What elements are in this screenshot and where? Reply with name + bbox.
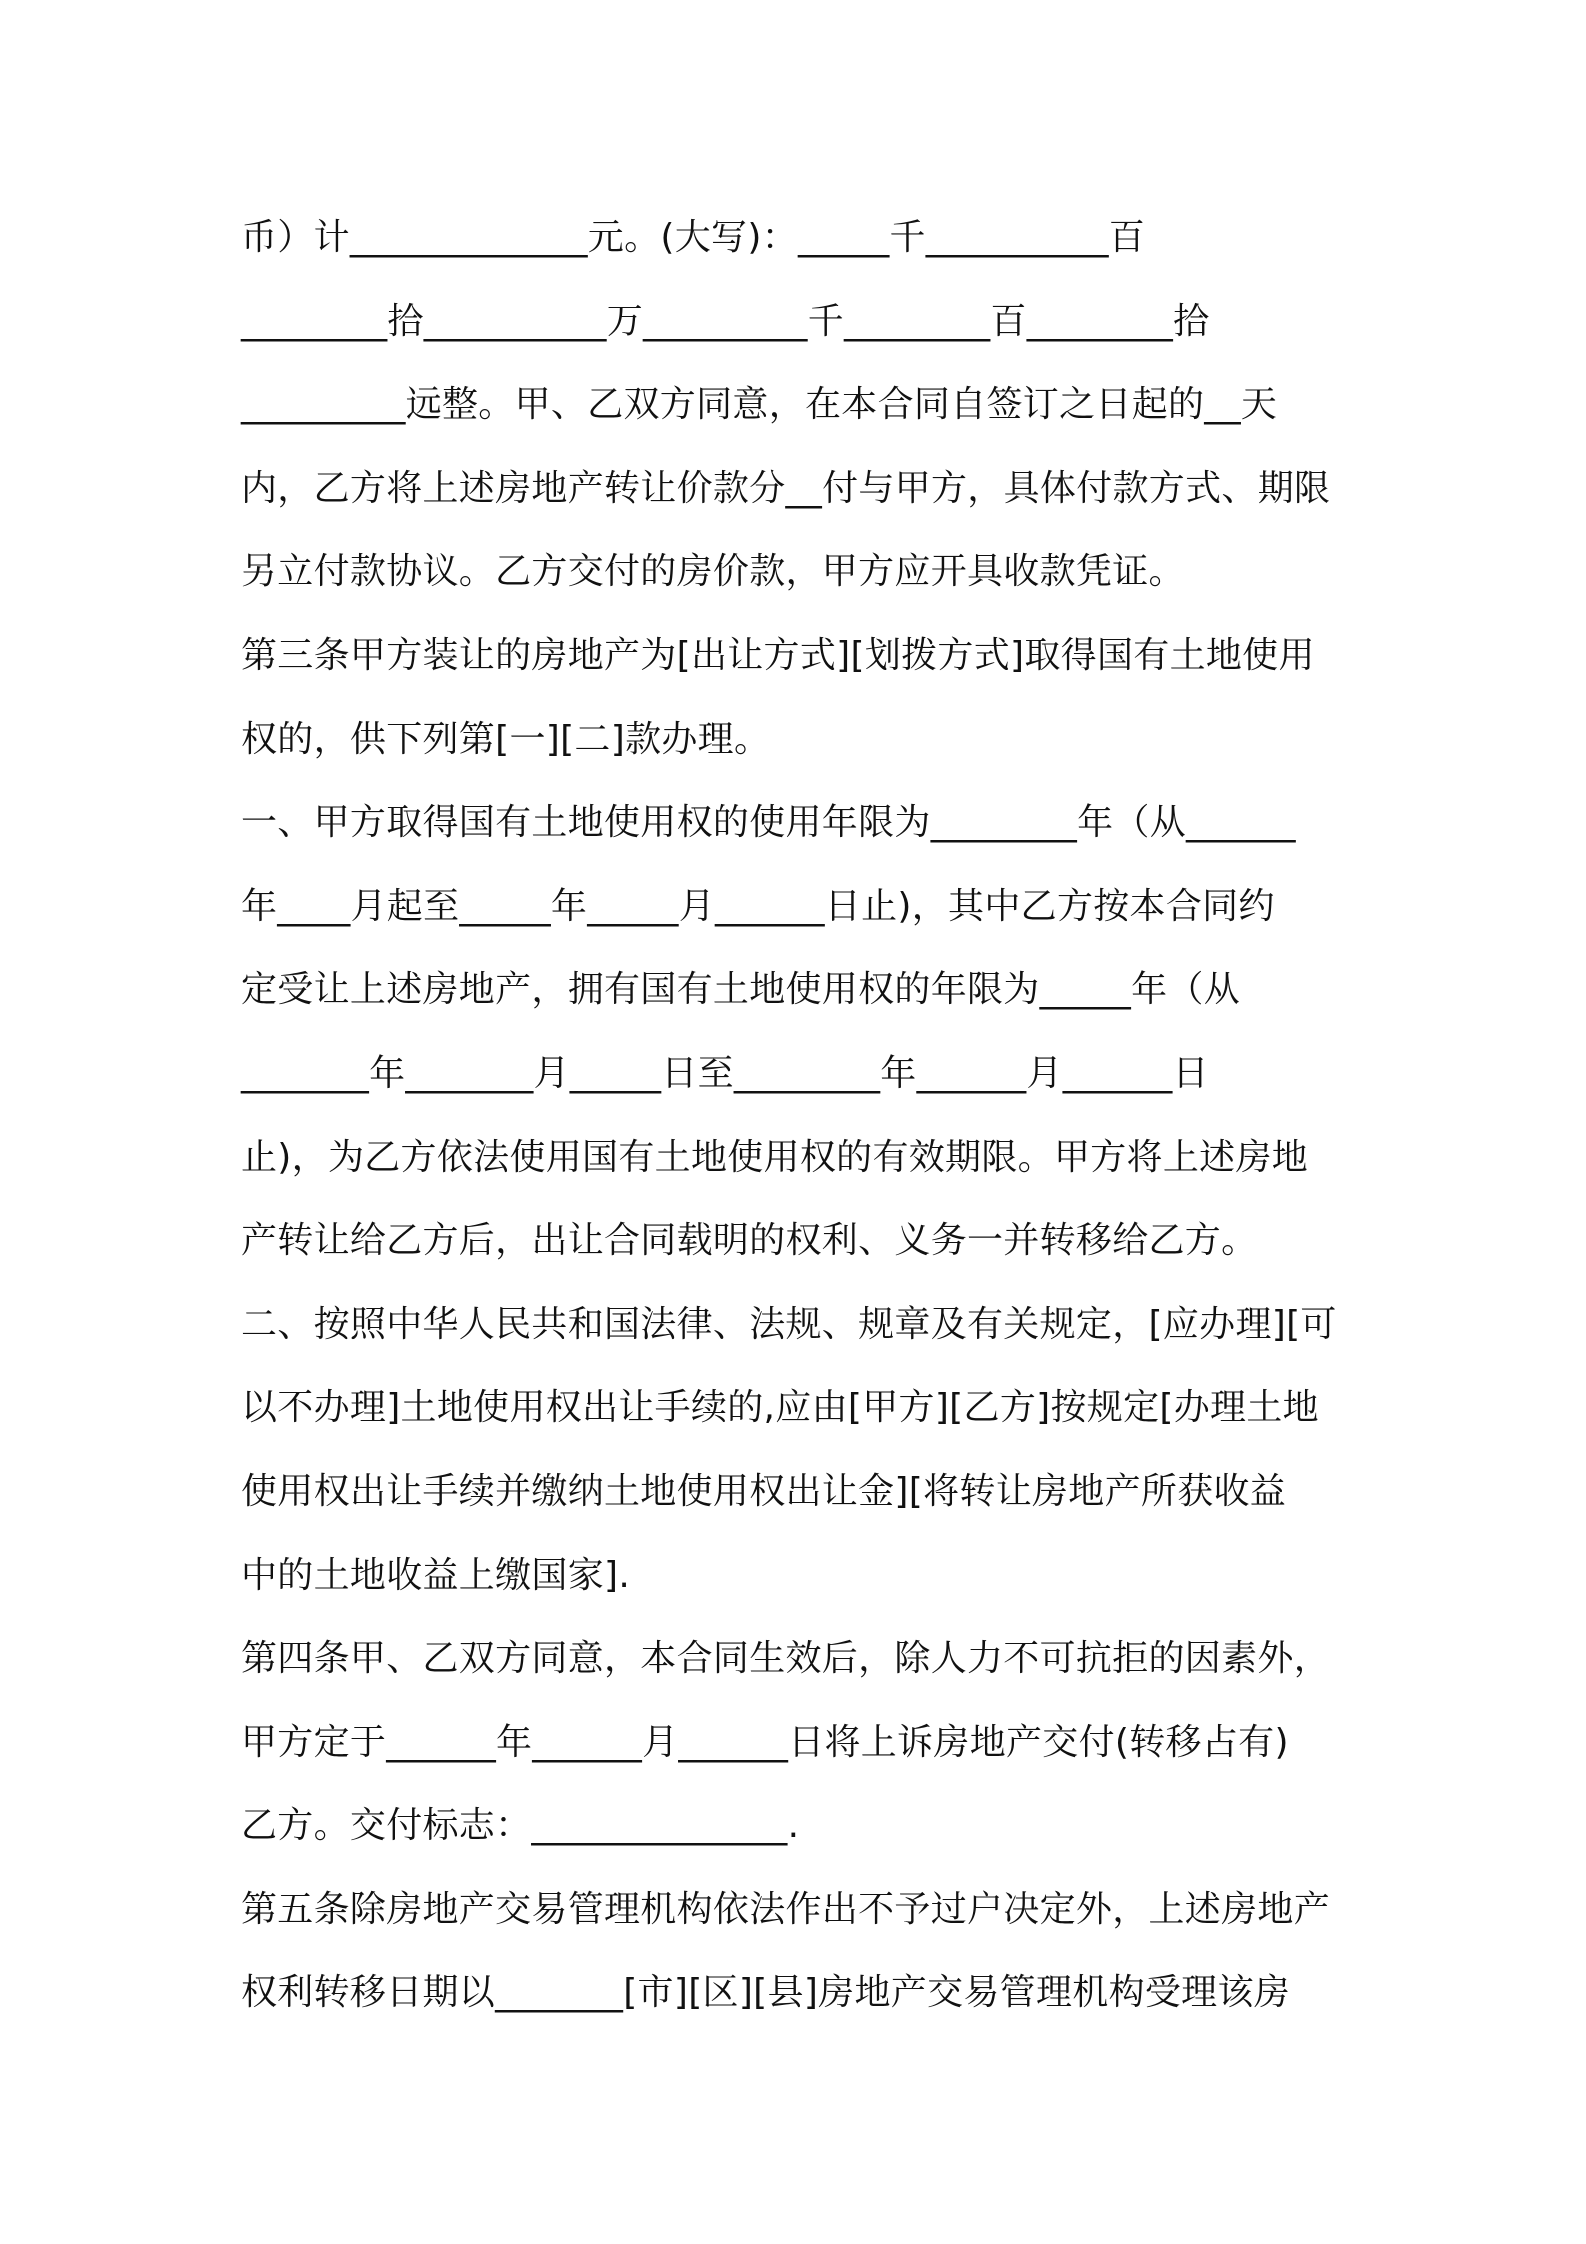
text-line: 另立付款协议。乙方交付的房价款，甲方应开具收款凭证。	[241, 551, 1185, 593]
text-line: 定受让上述房地产，拥有国有土地使用权的年限为_____年（从	[241, 969, 1241, 1011]
text-line: 甲方定于______年______月______日将上诉房地产交付(转移占有)	[241, 1721, 1289, 1763]
text-line: 币）计_____________元。(大写)：_____千__________百	[241, 217, 1146, 258]
text-line: 内，乙方将上述房地产转让价款分__付与甲方，具体付款方式、期限	[241, 467, 1331, 509]
text-line: 中的土地收益上缴国家].	[241, 1554, 631, 1596]
text-line: 二、按照中华人民共和国法律、法规、规章及有关规定，[应办理][可	[241, 1303, 1337, 1345]
text-line: 以不办理]土地使用权出让手续的,应由[甲方][乙方]按规定[办理土地	[241, 1387, 1319, 1429]
text-line: 第四条甲、乙双方同意，本合同生效后，除人力不可抗拒的因素外，	[241, 1638, 1331, 1680]
text-line: 第五条除房地产交易管理机构依法作出不予过户决定外，上述房地产	[241, 1888, 1331, 1930]
text-line: 一、甲方取得国有土地使用权的使用年限为________年（从______	[241, 802, 1296, 844]
text-line: 使用权出让手续并缴纳土地使用权出让金][将转让房地产所获收益	[241, 1470, 1287, 1512]
text-line: 乙方。交付标志：______________.	[241, 1805, 800, 1847]
text-line: 第三条甲方装让的房地产为[出让方式][划拨方式]取得国有土地使用	[241, 634, 1315, 676]
text-line: _________远整。甲、乙双方同意，在本合同自签订之日起的__天	[241, 384, 1278, 426]
text-line: _______年_______月_____日至________年______月______日	[241, 1052, 1209, 1094]
text-line: 产转让给乙方后，出让合同载明的权利、义务一并转移给乙方。	[241, 1220, 1258, 1262]
contract-body-text	[241, 196, 1371, 2035]
text-line: 年____月起至_____年_____月______日止)，其中乙方按本合同约	[241, 885, 1275, 927]
text-line: 止)，为乙方依法使用国有土地使用权的有效期限。甲方将上述房地	[241, 1136, 1309, 1178]
text-line: ________拾__________万_________千________百________拾	[241, 300, 1210, 342]
text-line: 权利转移日期以_______[市][区][县]房地产交易管理机构受理该房	[241, 1972, 1291, 2014]
text-line: 权的，供下列第[一][二]款办理。	[241, 718, 771, 760]
